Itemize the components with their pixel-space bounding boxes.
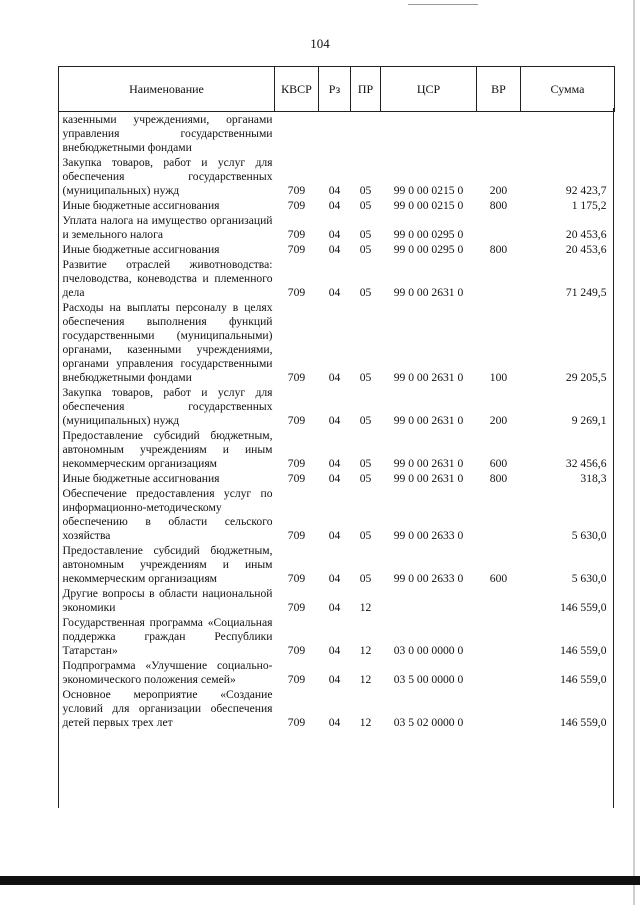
- row-csr: 99 0 00 2631 0: [393, 371, 464, 384]
- header-kvsr: КВСР: [275, 67, 319, 112]
- row-rz: [319, 112, 351, 156]
- table-row: [59, 543, 615, 586]
- row-pr: [351, 112, 381, 156]
- scan-edge-right: [633, 0, 635, 905]
- row-vr: [477, 257, 521, 300]
- row-sum: 20 453,6: [565, 243, 607, 256]
- row-vr: [477, 586, 521, 615]
- row-name: Обеспечение предоставления услуг по информационно-методическому обеспечению в области сельского хозяйства: [62, 487, 273, 542]
- table-body: [59, 112, 615, 731]
- page-number: 104: [310, 36, 330, 51]
- row-vr: 600: [489, 572, 508, 585]
- row-vr: 800: [489, 199, 508, 212]
- row-kvsr: 709: [287, 184, 306, 197]
- row-csr: 99 0 00 2631 0: [393, 286, 464, 299]
- row-vr: 200: [489, 184, 508, 197]
- row-sum: 1 175,2: [571, 199, 607, 212]
- table-border-right: [613, 108, 614, 808]
- row-vr: [477, 486, 521, 543]
- row-kvsr: 709: [287, 414, 306, 427]
- row-csr: 99 0 00 0295 0: [393, 243, 464, 256]
- scan-mark-top: [408, 4, 478, 5]
- header-sum: Сумма: [521, 67, 615, 112]
- row-pr: 05: [359, 529, 372, 542]
- row-kvsr: 709: [287, 644, 306, 657]
- row-rz: 04: [328, 716, 341, 729]
- row-pr: 05: [359, 472, 372, 485]
- table-row: [59, 586, 615, 615]
- row-vr: 600: [489, 457, 508, 470]
- row-kvsr: 709: [287, 673, 306, 686]
- header-csr: ЦСР: [381, 67, 477, 112]
- row-pr: 05: [359, 572, 372, 585]
- row-sum: 146 559,0: [560, 644, 607, 657]
- row-sum: 32 456,6: [565, 457, 607, 470]
- row-vr: [477, 112, 521, 156]
- table-row: [59, 385, 615, 428]
- row-csr: 99 0 00 2633 0: [393, 529, 464, 542]
- budget-table: [58, 66, 615, 730]
- row-vr: [477, 658, 521, 687]
- header-rz: Рз: [319, 67, 351, 112]
- row-name: Другие вопросы в области национальной экономики: [62, 587, 273, 614]
- row-name: Предоставление субсидий бюджетным, автономным учреждениям и иным некоммерческим организациям: [62, 429, 273, 470]
- row-rz: 04: [328, 199, 341, 212]
- row-rz: 04: [328, 184, 341, 197]
- row-name: казенными учреждениями, органами управления государственными внебюджетными фондами: [62, 113, 273, 154]
- header-vr: ВР: [477, 67, 521, 112]
- row-vr: [477, 615, 521, 658]
- row-rz: 04: [328, 243, 341, 256]
- row-csr: 99 0 00 0215 0: [393, 184, 464, 197]
- row-csr: 99 0 00 0215 0: [393, 199, 464, 212]
- row-name: Закупка товаров, работ и услуг для обеспечения государственных (муниципальных) нужд: [62, 386, 273, 427]
- row-rz: 04: [328, 572, 341, 585]
- row-pr: 05: [359, 414, 372, 427]
- row-pr: 12: [359, 601, 372, 614]
- row-sum: 5 630,0: [571, 572, 607, 585]
- row-name: Государственная программа «Социальная поддержка граждан Республики Татарстан»: [62, 616, 273, 657]
- row-kvsr: 709: [287, 457, 306, 470]
- row-csr: 99 0 00 2631 0: [393, 414, 464, 427]
- row-kvsr: 709: [287, 228, 306, 241]
- row-kvsr: 709: [287, 601, 306, 614]
- row-kvsr: 709: [287, 529, 306, 542]
- row-kvsr: 709: [287, 472, 306, 485]
- row-name: Закупка товаров, работ и услуг для обеспечения государственных (муниципальных) нужд: [62, 156, 273, 197]
- scan-band-bottom: [0, 876, 640, 885]
- row-csr: 99 0 00 2633 0: [393, 572, 464, 585]
- row-pr: 05: [359, 457, 372, 470]
- row-sum: 5 630,0: [571, 529, 607, 542]
- table-row: [59, 615, 615, 658]
- row-rz: 04: [328, 529, 341, 542]
- row-kvsr: 709: [287, 716, 306, 729]
- row-pr: 05: [359, 199, 372, 212]
- row-vr: 100: [489, 371, 508, 384]
- row-csr: [381, 112, 477, 156]
- table-border-left: [58, 108, 59, 808]
- row-pr: 05: [359, 184, 372, 197]
- table-row: [59, 486, 615, 543]
- row-kvsr: 709: [287, 199, 306, 212]
- row-csr: 99 0 00 2631 0: [393, 472, 464, 485]
- row-pr: 05: [359, 286, 372, 299]
- row-csr: [381, 586, 477, 615]
- row-pr: 12: [359, 644, 372, 657]
- row-kvsr: 709: [287, 371, 306, 384]
- row-sum: 20 453,6: [565, 228, 607, 241]
- row-rz: 04: [328, 371, 341, 384]
- row-name: Подпрограмма «Улучшение социально-экономического положения семей»: [62, 659, 273, 686]
- row-sum: [521, 112, 615, 156]
- row-csr: 03 0 00 0000 0: [393, 644, 464, 657]
- table-row: [59, 257, 615, 300]
- row-name: Расходы на выплаты персоналу в целях обеспечения выполнения функций государственными (муниципальными) органами, казенными учреждениями, органами управления государственными внебюджетными фондами: [62, 301, 273, 384]
- row-vr: 800: [489, 472, 508, 485]
- row-pr: 05: [359, 228, 372, 241]
- table-row: [59, 112, 615, 156]
- row-vr: [477, 213, 521, 242]
- row-rz: 04: [328, 457, 341, 470]
- row-csr: 99 0 00 2631 0: [393, 457, 464, 470]
- row-name: Иные бюджетные ассигнования: [62, 243, 220, 256]
- row-name: Иные бюджетные ассигнования: [62, 472, 220, 485]
- row-sum: 92 423,7: [565, 184, 607, 197]
- row-name: Развитие отраслей животноводства: пчеловодства, коневодства и племенного дела: [62, 258, 273, 299]
- row-sum: 71 249,5: [565, 286, 607, 299]
- table-row: [59, 198, 615, 213]
- table-row: [59, 213, 615, 242]
- row-csr: 03 5 00 0000 0: [393, 673, 464, 686]
- row-kvsr: 709: [287, 286, 306, 299]
- row-vr: 200: [489, 414, 508, 427]
- row-kvsr: 709: [287, 243, 306, 256]
- row-sum: 318,3: [580, 472, 607, 485]
- row-vr: 800: [489, 243, 508, 256]
- table-row: [59, 658, 615, 687]
- table-row: [59, 242, 615, 257]
- row-pr: 12: [359, 673, 372, 686]
- table-row: [59, 687, 615, 730]
- row-vr: [477, 687, 521, 730]
- header-pr: ПР: [351, 67, 381, 112]
- table-header-row: [59, 67, 615, 112]
- row-kvsr: [275, 112, 319, 156]
- row-pr: 12: [359, 716, 372, 729]
- row-sum: 9 269,1: [571, 414, 607, 427]
- row-sum: 146 559,0: [560, 673, 607, 686]
- table-row: [59, 155, 615, 198]
- table-row: [59, 300, 615, 385]
- row-kvsr: 709: [287, 572, 306, 585]
- header-name: Наименование: [59, 67, 275, 112]
- row-rz: 04: [328, 228, 341, 241]
- row-rz: 04: [328, 673, 341, 686]
- row-rz: 04: [328, 644, 341, 657]
- row-rz: 04: [328, 286, 341, 299]
- row-rz: 04: [328, 472, 341, 485]
- row-name: Основное мероприятие «Создание условий для организации обеспечения детей первых трех лет: [62, 688, 273, 729]
- row-name: Предоставление субсидий бюджетным, автономным учреждениям и иным некоммерческим организациям: [62, 544, 273, 585]
- row-csr: 03 5 02 0000 0: [393, 716, 464, 729]
- table-row: [59, 428, 615, 471]
- row-name: Уплата налога на имущество организаций и земельного налога: [62, 214, 273, 241]
- row-rz: 04: [328, 601, 341, 614]
- row-rz: 04: [328, 414, 341, 427]
- table-row: [59, 471, 615, 486]
- row-csr: 99 0 00 0295 0: [393, 228, 464, 241]
- row-pr: 05: [359, 371, 372, 384]
- row-sum: 146 559,0: [560, 601, 607, 614]
- row-sum: 29 205,5: [565, 371, 607, 384]
- row-name: Иные бюджетные ассигнования: [62, 199, 220, 212]
- row-pr: 05: [359, 243, 372, 256]
- row-sum: 146 559,0: [560, 716, 607, 729]
